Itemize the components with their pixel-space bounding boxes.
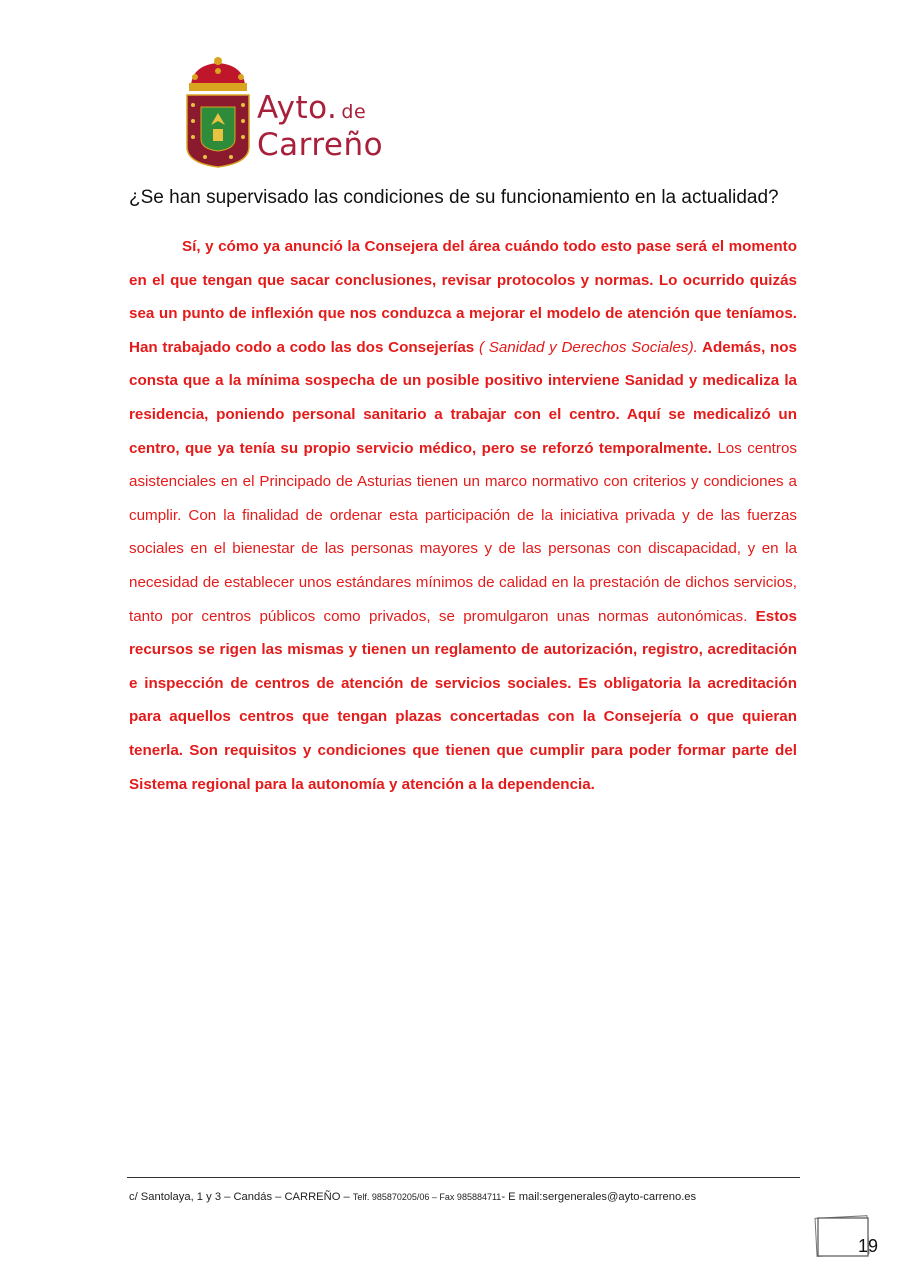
logo-line2: Carreño [257, 127, 384, 163]
logo-line1-small: de [341, 101, 367, 123]
footer-email: - E mail:sergenerales@ayto-carreno.es [501, 1191, 697, 1203]
logo-line1: Ayto. [257, 90, 338, 126]
footer [129, 1191, 829, 1203]
coat-of-arms-icon [183, 55, 253, 170]
answer-regular: Los centros asistenciales en el Principado de Asturias tienen un marco normativo con criterios y condiciones a cumplir. Con la finalidad de ordenar esta participación de la iniciativa privada y de las fuerzas sociales en el bienestar de las personas mayores y de las personas con discapacidad, y en la necesidad de establecer unos estándares mínimos de calidad en la prestación de dichos servicios, tanto por centros públicos como privados, se promulgaron unas normas autonómicas. [129, 439, 797, 625]
answer-bold-3: Estos recursos se rigen las mismas y tienen un reglamento de autorización, registro, acreditación e inspección de centros de atención de servicios sociales. Es obligatoria la acreditación para aquellos centros que tengan plazas concertadas con la Consejería o que quieran tenerla. Son requisitos y condiciones que tienen que cumplir para poder formar parte del Sistema regional para la autonomía y atención a la dependencia. [129, 607, 797, 793]
page-number: 19 [858, 1236, 879, 1256]
answer-italic: ( Sanidad y Derechos Sociales). [474, 338, 698, 356]
answer-paragraph [129, 230, 797, 801]
logo-text [257, 92, 383, 162]
question-heading: ¿Se han supervisado las condiciones de su funcionamiento en la actualidad? [129, 187, 779, 208]
answer-bold-2: Además, nos consta que a la mínima sospecha de un posible positivo interviene Sanidad y medicaliza la residencia, poniendo personal sanitario a trabajar con el centro. Aquí se medicalizó un centro, que ya tenía su propio servicio médico, pero se reforzó temporalmente. [129, 338, 798, 457]
footer-divider [127, 1177, 800, 1178]
footer-address: c/ Santolaya, 1 y 3 – Candás – CARREÑO – [129, 1191, 353, 1203]
answer-bold-1: Sí, y cómo ya anunció la Consejera del área cuándo todo esto pase será el momento en el que tengan que sacar conclusiones, revisar protocolos y normas. Lo ocurrido quizás sea un punto de inflexión que nos conduzca a mejorar el modelo de atención que teníamos. Han trabajado codo a codo las dos Consejerías [129, 238, 797, 356]
footer-phone: Telf. 985870205/06 – Fax 985884711 [352, 1192, 502, 1202]
